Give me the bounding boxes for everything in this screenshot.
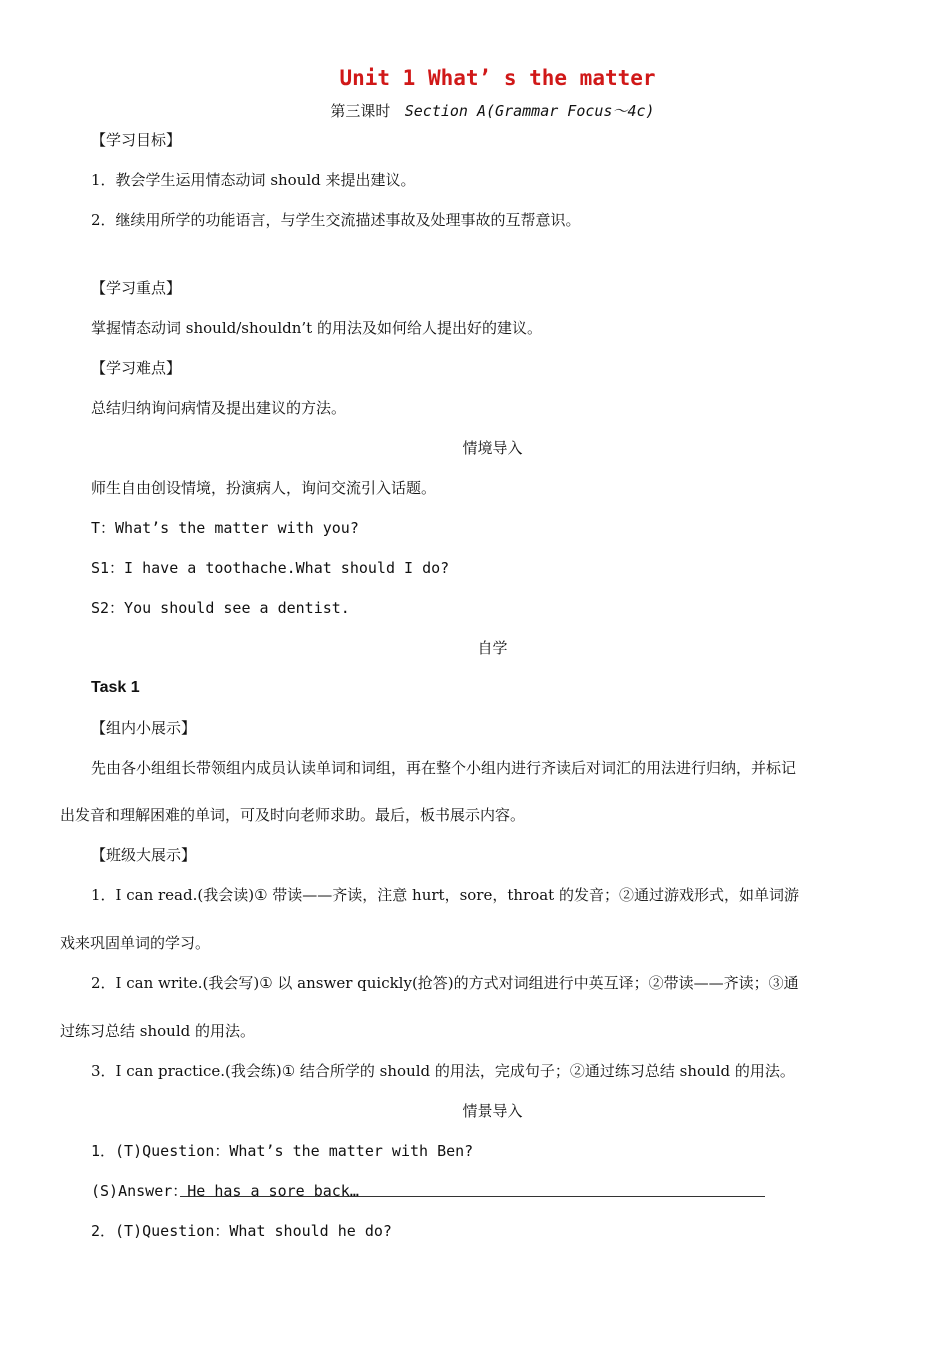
dialogue-line-1: T：What’s the matter with you? — [91, 519, 359, 537]
question-2: 2．(T)Question：What should he do? — [91, 1222, 392, 1240]
section-name: Section A(Grammar Focus～4c) — [404, 102, 655, 120]
group-text-line-2: 出发音和理解困难的单词，可及时向老师求助。最后，板书展示内容。 — [60, 806, 526, 824]
class-item-1-line-1: 1．I can read.(我会读)① 带读——齐读，注意 hurt，sore，throat 的发音；②通过游戏形式，如单词游 — [91, 886, 799, 904]
class-item-2-line-1: 2．I can write.(我会写)① 以 answer quickly(抢答)的方式对词组进行中英互译；②带读——齐读；③通 — [91, 974, 799, 992]
class-heading: 【班级大展示】 — [91, 846, 197, 864]
answer-text: He has a sore back… — [187, 1182, 359, 1200]
difficulties-text: 总结归纳询问病情及提出建议的方法。 — [91, 399, 347, 417]
answer-label: (S)Answer： — [91, 1182, 188, 1200]
dialogue-line-2: S1：I have a toothache.What should I do? — [91, 559, 450, 577]
dialogue-line-3: S2：You should see a dentist. — [91, 599, 350, 617]
class-item-2-line-2: 过练习总结 should 的用法。 — [60, 1022, 255, 1040]
group-text-line-1: 先由各小组组长带领组内成员认读单词和词组，再在整个小组内进行齐读后对词汇的用法进行归纳，并标记 — [91, 759, 797, 777]
question-1: 1．(T)Question：What’s the matter with Ben? — [91, 1142, 474, 1160]
objective-item-1: 1．教会学生运用情态动词 should 来提出建议。 — [91, 171, 416, 189]
class-item-3-line-1: 3．I can practice.(我会练)① 结合所学的 should 的用法，完成句子；②通过练习总结 should 的用法。 — [91, 1062, 795, 1080]
intro-heading: 情境导入 — [462, 439, 523, 457]
key-points-text: 掌握情态动词 should/shouldn’t 的用法及如何给人提出好的建议。 — [91, 319, 542, 337]
self-study-heading: 自学 — [477, 639, 508, 657]
objectives-heading: 【学习目标】 — [91, 131, 182, 149]
lesson-subtitle — [0, 100, 950, 121]
task-heading: Task 1 — [91, 679, 140, 696]
objective-item-2: 2．继续用所学的功能语言，与学生交流描述事故及处理事故的互帮意识。 — [91, 211, 581, 229]
scene-heading: 情景导入 — [462, 1102, 523, 1120]
class-item-1-line-2: 戏来巩固单词的学习。 — [60, 934, 211, 952]
group-heading: 【组内小展示】 — [91, 719, 197, 737]
answer-1 — [91, 1181, 359, 1201]
answer-underline — [180, 1196, 765, 1197]
intro-text: 师生自由创设情境，扮演病人，询问交流引入话题。 — [91, 479, 437, 497]
lesson-number: 第三课时 — [330, 102, 391, 120]
difficulties-heading: 【学习难点】 — [91, 359, 182, 377]
unit-title: Unit 1 What’ s the matter — [339, 66, 656, 90]
key-points-heading: 【学习重点】 — [91, 279, 182, 297]
